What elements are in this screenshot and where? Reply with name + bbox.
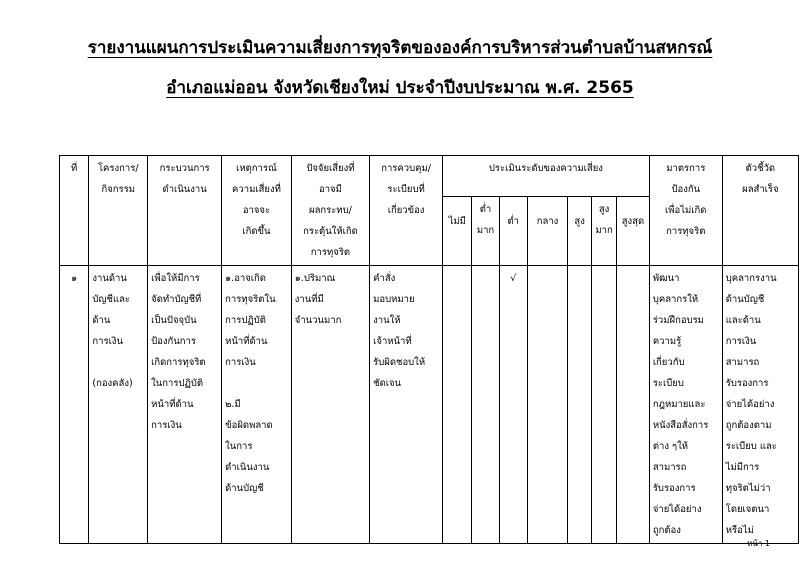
header-risk-factor: ปัจจัยเสี่ยงที่ อาจมี ผลกระทบ/ กระตุ้นให้เกิด การทุจริต (291, 156, 369, 266)
header-risk-assessment: ประเมินระดับของความเสี่ยง (443, 156, 650, 197)
header-control: การควบคุม/ ระเบียบที่ เกี่ยวข้อง (370, 156, 443, 266)
level-very-low: ต่ำ มาก (472, 197, 499, 266)
level-none: ไม่มี (443, 197, 472, 266)
report-title-line-2: อำเภอแม่ออน จังหวัดเชียงใหม่ ประจำปีงบประมาณ พ.ศ. 2565 (166, 78, 634, 98)
row-level-very-low (472, 266, 499, 544)
header-prevention-measures: มาตรการ ป้องกัน เพื่อไม่เกิด การทุจริต (649, 156, 722, 266)
row-project: งานด้าน บัญชีและ ด้าน การเงิน (กองคลัง) (89, 266, 148, 544)
row-level-very-high (592, 266, 617, 544)
row-level-high (568, 266, 592, 544)
row-control: คำสั่ง มอบหมาย งานให้ เจ้าหน้าที่ รับผิดชอบให้ ชัดเจน (370, 266, 443, 544)
row-risk-factor: ๑.ปริมาณ งานที่มี จำนวนมาก (291, 266, 369, 544)
header-process: กระบวนการ ดำเนินงาน (148, 156, 222, 266)
row-no: ๑ (60, 266, 89, 544)
header-project: โครงการ/ กิจกรรม (89, 156, 148, 266)
level-very-high: สูง มาก (592, 197, 617, 266)
header-success-indicator: ตัวชี้วัด ผลสำเร็จ (722, 156, 798, 266)
level-medium: กลาง (527, 197, 567, 266)
header-risk-event: เหตุการณ์ ความเสี่ยงที่ อาจจะ เกิดขึ้น (222, 156, 292, 266)
risk-assessment-table (59, 155, 799, 544)
row-process: เพื่อให้มีการ จัดทำบัญชีที่ เป็นปัจจุบัน ป้องกันการ เกิดการทุจริต ในการปฏิบัติ หน้าที่ด้าน การเงิน (148, 266, 222, 544)
row-level-highest (617, 266, 650, 544)
row-level-low-checkmark: √ (499, 266, 527, 544)
level-high: สูง (568, 197, 592, 266)
level-highest: สูงสุด (617, 197, 650, 266)
level-low: ต่ำ (499, 197, 527, 266)
header-no: ที่ (60, 156, 89, 266)
row-prevention-measures: พัฒนา บุคลากรให้ ร่วมฝึกอบรม ความรู้ เกี่ยวกับ ระเบียบ กฎหมายและ หนังสือสั่งการ ต่าง ๆให้ สามารถ รับรองการ จ่ายได้อย่าง ถูกต้อง (649, 266, 722, 544)
row-level-none (443, 266, 472, 544)
report-title-line-1: รายงานแผนการประเมินความเสี่ยงการทุจริตขององค์การบริหารส่วนตำบลบ้านสหกรณ์ (87, 38, 713, 58)
row-level-medium (527, 266, 567, 544)
row-risk-event: ๑.อาจเกิด การทุจริตใน การปฏิบัติ หน้าที่ด้าน การเงิน ๒.มี ข้อผิดพลาด ในการ ดำเนินงาน ด้านบัญชี (222, 266, 292, 544)
header-row (60, 156, 799, 197)
table-row (60, 266, 799, 544)
row-success-indicator: บุคลากรงาน ด้านบัญชี และด้าน การเงิน สามารถ รับรองการ จ่ายได้อย่าง ถูกต้องตาม ระเบียบ และ ไม่มีการ ทุจริตไม่ว่า โดยเจตนา หรือไม่ (722, 266, 798, 544)
page-number: หน้า 1 (747, 539, 770, 548)
